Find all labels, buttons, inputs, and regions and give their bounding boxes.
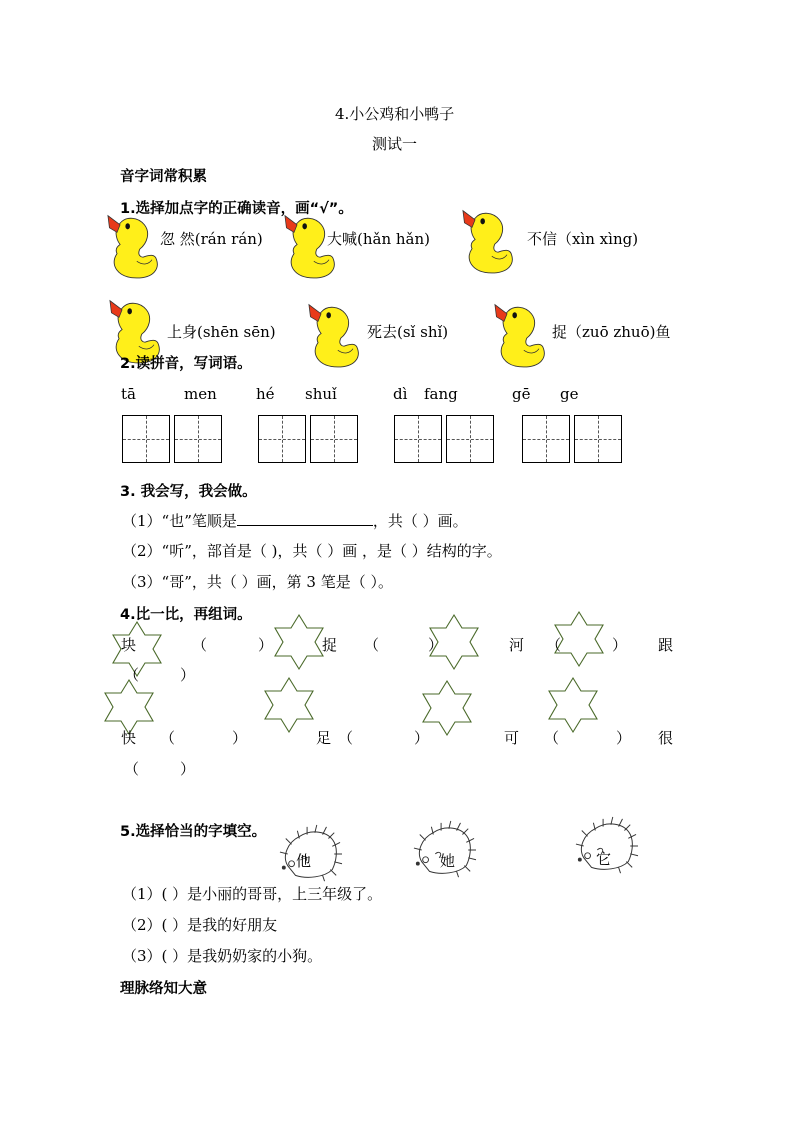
section-heading-1: 音字词常积累 xyxy=(120,169,207,185)
q4-paren: （ xyxy=(546,636,562,654)
q4-paren: ） xyxy=(232,729,248,747)
q4-char: 很 xyxy=(658,729,674,747)
pinyin: shuǐ xyxy=(305,385,337,403)
q1-heading: 1.选择加点字的正确读音，画“√”。 xyxy=(120,201,353,217)
q3-line-1 xyxy=(122,510,468,531)
q3-line-3: （3）“哥”，共（ ）画，第 3 笔是（ ）。 xyxy=(122,573,393,591)
q5-line-1: （1）( ）是小丽的哥哥，上三年级了。 xyxy=(122,885,383,903)
writing-grid-cell[interactable] xyxy=(174,415,222,463)
q3-heading: 3. 我会写，我会做。 xyxy=(120,484,257,500)
six-point-star-icon xyxy=(262,678,316,732)
duck-icon xyxy=(98,205,168,281)
six-point-star-icon xyxy=(272,615,326,669)
section-heading-2: 理脉络知大意 xyxy=(120,981,207,997)
q4-char: 快 xyxy=(121,729,137,747)
q4-paren: ） xyxy=(612,636,628,654)
duck-icon xyxy=(484,294,556,370)
writing-grid-cell[interactable] xyxy=(394,415,442,463)
q1-item-3: 不信（xìn xìng) xyxy=(527,230,639,248)
q1-item-2: 大喊(hǎn hǎn) xyxy=(327,230,431,248)
q4-paren: （ xyxy=(192,636,208,654)
answer-blank[interactable] xyxy=(237,511,373,526)
choice-char: 他 xyxy=(296,852,312,870)
q4-paren: （ xyxy=(124,760,140,778)
q4-paren: （ xyxy=(544,729,560,747)
q2-heading: 2.读拼音，写词语。 xyxy=(120,356,252,372)
six-point-star-icon xyxy=(546,678,600,732)
six-point-star-icon xyxy=(102,680,156,734)
q1-item-5: 死去(sǐ shǐ) xyxy=(367,323,449,341)
pinyin: gē xyxy=(512,385,531,403)
pinyin: dì xyxy=(393,385,408,403)
page-title: 4.小公鸡和小鸭子 xyxy=(335,105,455,123)
writing-grid-cell[interactable] xyxy=(310,415,358,463)
writing-grid-cell[interactable] xyxy=(522,415,570,463)
q4-paren: ） xyxy=(616,729,632,747)
q1-item-6: 捉（zuō zhuō)鱼 xyxy=(552,323,671,341)
q1-item-4: 上身(shēn sēn) xyxy=(167,323,276,341)
q4-paren: （ xyxy=(160,729,176,747)
q4-char: 河 xyxy=(509,636,525,654)
q4-paren: ） xyxy=(180,666,196,684)
q4-paren: ） xyxy=(414,729,430,747)
q4-paren: ） xyxy=(258,636,274,654)
q5-line-2: （2）( ）是我的好朋友 xyxy=(122,916,278,934)
q4-paren: （ xyxy=(364,636,380,654)
pinyin: fang xyxy=(424,385,458,403)
q4-char: 足 xyxy=(316,729,332,747)
q3-line-1-suffix: ，共（ ）画。 xyxy=(372,512,468,530)
q4-char: 可 xyxy=(504,729,520,747)
q4-char: 块 xyxy=(121,636,137,654)
q4-paren: （ xyxy=(338,729,354,747)
q4-heading: 4.比一比，再组词。 xyxy=(120,607,252,623)
page-subtitle: 测试一 xyxy=(372,135,418,153)
pinyin: tā xyxy=(121,385,136,403)
q3-line-2: （2）“听”，部首是（ )，共（ ）画 ，是（ ）结构的字。 xyxy=(122,542,502,560)
pinyin: men xyxy=(184,385,217,403)
duck-icon xyxy=(298,294,370,370)
q4-char: 捉 xyxy=(322,636,338,654)
writing-grid-cell[interactable] xyxy=(122,415,170,463)
pinyin: ge xyxy=(560,385,579,403)
q4-paren: ） xyxy=(428,636,444,654)
q1-item-1: 忽 然(rán rán) xyxy=(160,230,263,248)
q5-line-3: （3）( ）是我奶奶家的小狗。 xyxy=(122,947,323,965)
pinyin: hé xyxy=(256,385,275,403)
choice-char: 它 xyxy=(596,850,612,868)
duck-icon xyxy=(453,200,523,276)
writing-grid-cell[interactable] xyxy=(446,415,494,463)
q4-paren: ） xyxy=(180,760,196,778)
writing-grid-cell[interactable] xyxy=(258,415,306,463)
q4-char: 跟 xyxy=(658,636,674,654)
writing-grid-cell[interactable] xyxy=(574,415,622,463)
choice-char: 她 xyxy=(440,852,456,870)
q3-line-1-prefix: （1）“也”笔顺是 xyxy=(122,512,237,530)
q4-paren: （ xyxy=(124,666,140,684)
q5-heading: 5.选择恰当的字填空。 xyxy=(120,824,267,840)
